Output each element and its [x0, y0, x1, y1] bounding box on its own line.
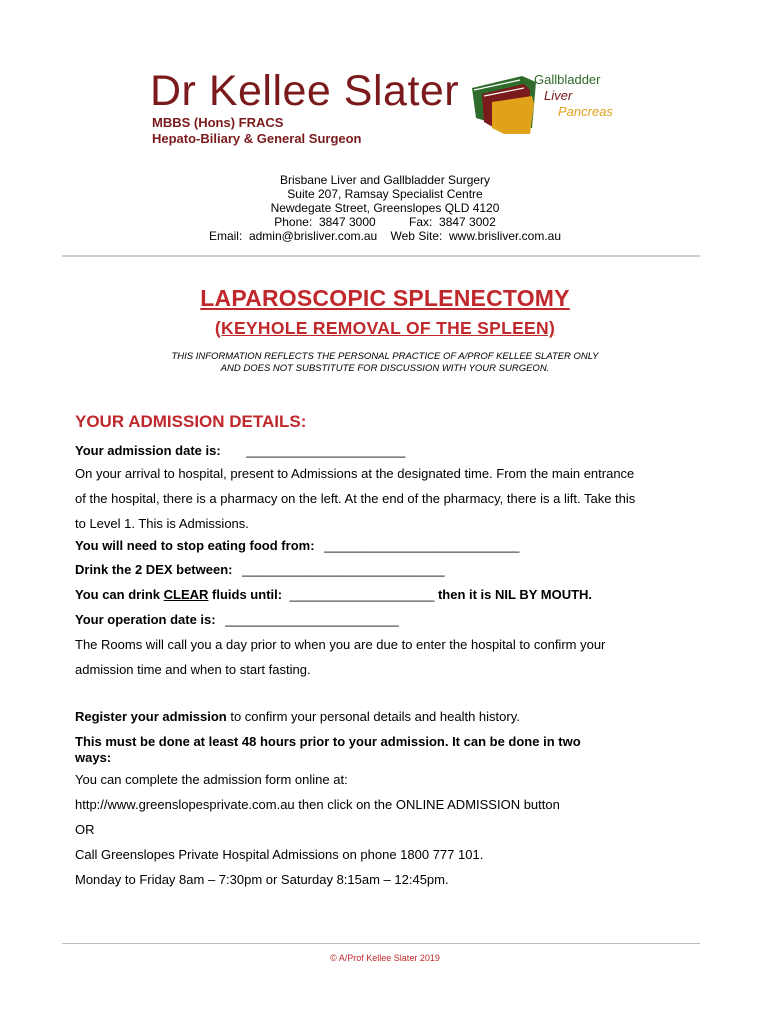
register-bold: Register your admission — [75, 709, 227, 724]
address-street: Newdegate Street, Greenslopes QLD 4120 — [270, 201, 500, 215]
clear-fluids-row — [75, 587, 705, 602]
or-separator: OR — [75, 822, 95, 837]
admission-date-blank: ______________________ — [246, 443, 406, 458]
phone-option: Call Greenslopes Private Hospital Admissions on phone 1800 777 101. — [75, 847, 484, 862]
register-options — [75, 767, 705, 892]
document-subtitle: (KEYHOLE REMOVAL OF THE SPLEEN) — [214, 318, 556, 338]
rooms-call-note — [75, 632, 705, 682]
logo-text-liver: Liver — [544, 88, 573, 103]
dex-label: Drink the 2 DEX between: — [75, 562, 233, 577]
logo-text-pancreas: Pancreas — [558, 104, 613, 119]
online-option: You can complete the admission form online at: — [75, 772, 348, 787]
clear-fluids-post: fluids until: — [212, 587, 283, 602]
footer-divider — [62, 943, 700, 944]
address-suite: Suite 207, Ramsay Specialist Centre — [287, 187, 483, 201]
register-rest: to confirm your personal details and health history. — [226, 709, 520, 724]
header-divider — [62, 255, 700, 257]
register-deadline-line-1: This must be done at least 48 hours prior to your admission. It can be done in two — [75, 734, 581, 749]
nil-by-mouth: then it is NIL BY MOUTH. — [437, 587, 593, 602]
register-line — [75, 709, 705, 724]
operation-date-row — [75, 612, 705, 627]
practice-name: Brisbane Liver and Gallbladder Surgery — [279, 173, 491, 187]
disclaimer-line-1: THIS INFORMATION REFLECTS THE PERSONAL PRACTICE OF A/PROF KELLEE SLATER ONLY — [171, 351, 599, 362]
disclaimer — [0, 351, 770, 375]
admission-date-row — [75, 443, 705, 458]
disclaimer-line-2: AND DOES NOT SUBSTITUTE FOR DISCUSSION WITH YOUR SURGEON. — [220, 363, 550, 374]
arrival-line-1: On your arrival to hospital, present to Admissions at the designated time. From the main entrance — [75, 466, 635, 481]
clear-fluids-blank: ____________________ — [289, 587, 435, 602]
qualification-specialty: Hepato-Biliary & General Surgeon — [152, 131, 362, 146]
register-deadline — [75, 734, 705, 766]
copyright-footer: © A/Prof Kellee Slater 2019 — [330, 953, 440, 963]
stop-food-row — [75, 538, 705, 553]
dex-blank: ____________________________ — [242, 562, 445, 577]
dex-row — [75, 562, 705, 577]
operation-date-label: Your operation date is: — [75, 612, 216, 627]
clear-word: CLEAR — [163, 587, 209, 602]
online-url-line[interactable]: http://www.greenslopesprivate.com.au then click on the ONLINE ADMISSION button — [75, 797, 560, 812]
qualifications — [152, 115, 362, 147]
rooms-line-1: The Rooms will call you a day prior to when you are due to enter the hospital to confirm your — [75, 637, 606, 652]
qualification-degrees: MBBS (Hons) FRACS — [152, 115, 284, 130]
doctor-name: Dr Kellee Slater — [150, 67, 460, 115]
operation-date-blank: ________________________ — [225, 612, 399, 627]
admission-heading: YOUR ADMISSION DETAILS: — [75, 412, 307, 431]
arrival-line-3: to Level 1. This is Admissions. — [75, 516, 249, 531]
stop-food-blank: ___________________________ — [324, 538, 520, 553]
clear-fluids-pre: You can drink — [75, 587, 160, 602]
admission-date-label: Your admission date is: — [75, 443, 221, 458]
gallbladder-liver-pancreas-logo — [462, 68, 632, 136]
rooms-line-2: admission time and when to start fasting. — [75, 662, 311, 677]
arrival-line-2: of the hospital, there is a pharmacy on the left. At the end of the pharmacy, there is a lift. Take this — [75, 491, 636, 506]
stop-food-label: You will need to stop eating food from: — [75, 538, 315, 553]
document-title: LAPAROSCOPIC SPLENECTOMY — [200, 285, 570, 311]
arrival-instructions — [75, 461, 705, 536]
email-website: Email: admin@brisliver.com.au Web Site: www.brisliver.com.au — [208, 229, 562, 243]
phone-fax: Phone: 3847 3000 Fax: 3847 3002 — [274, 215, 496, 229]
logo-text-gallbladder: Gallbladder — [534, 72, 601, 87]
register-deadline-line-2: ways: — [75, 750, 112, 765]
practice-address — [0, 173, 770, 243]
office-hours: Monday to Friday 8am – 7:30pm or Saturday 8:15am – 12:45pm. — [75, 872, 449, 887]
